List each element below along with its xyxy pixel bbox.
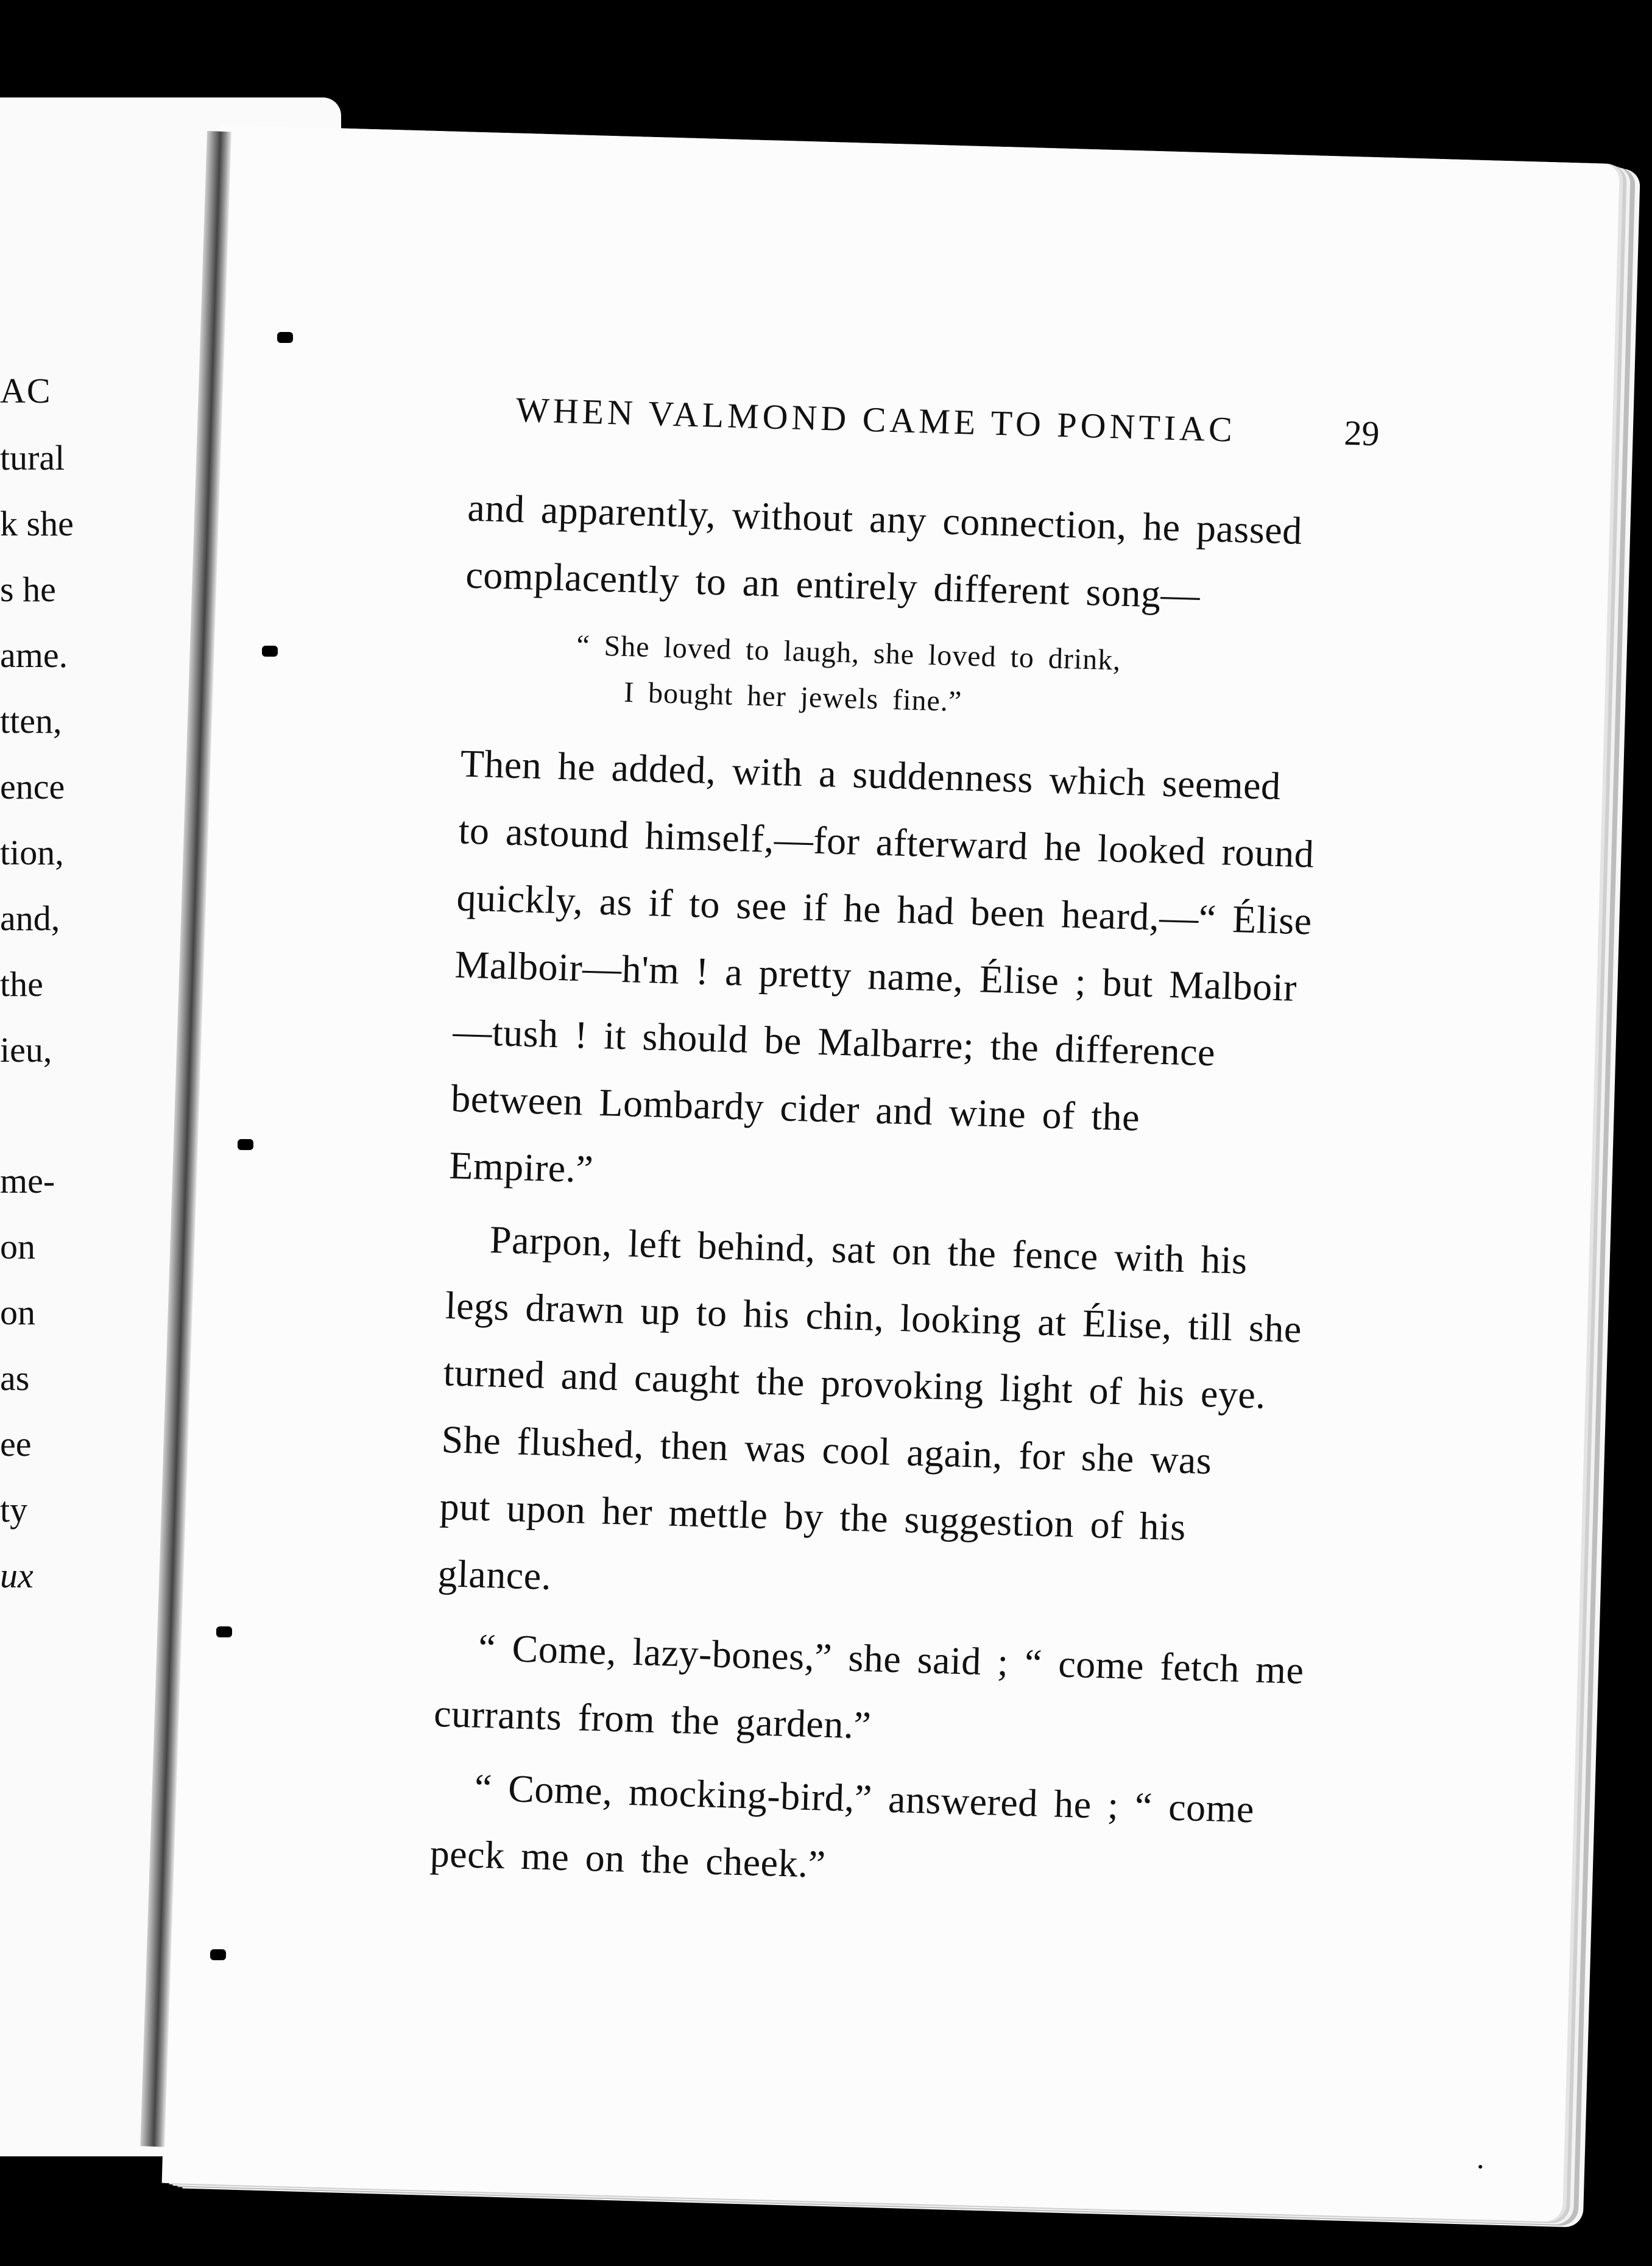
binding-thread: [210, 1949, 226, 1960]
text-line: She flushed, then was cool again, for she was: [440, 1417, 1213, 1483]
left-line: as: [0, 1358, 30, 1398]
text-line: turned and caught the provoking light of his eye.: [442, 1350, 1266, 1417]
left-line: and,: [0, 898, 60, 938]
binding-thread: [262, 646, 278, 657]
left-line: on: [0, 1293, 35, 1332]
left-line: k she: [0, 504, 74, 543]
left-running-head: AC: [0, 371, 52, 411]
binding-thread: [216, 1626, 232, 1637]
text-line: legs drawn up to his chin, looking at Élise, till she: [445, 1283, 1302, 1351]
binding-thread: [238, 1139, 253, 1150]
left-line: tten,: [0, 701, 62, 741]
text-line: to astound himself,—for afterward he looked round: [457, 808, 1315, 876]
text-line: “ Come, lazy-bones,” she said ; “ come fetch me: [478, 1625, 1305, 1692]
text-line: “ Come, mocking-bird,” answered he ; “ come: [473, 1765, 1255, 1831]
left-line: ee: [0, 1424, 32, 1464]
text-line: between Lombardy cider and wine of the: [450, 1076, 1141, 1139]
right-page: [162, 125, 1620, 2222]
text-line: put upon her mettle by the suggestion of his: [439, 1484, 1187, 1549]
verse-line: “ She loved to laugh, she loved to drink,: [576, 629, 1121, 677]
specks: [1478, 2165, 1482, 2169]
text-line: Then he added, with a suddenness which seemed: [459, 741, 1282, 808]
left-line: ux: [0, 1556, 34, 1595]
text-line: peck me on the cheek.”: [429, 1831, 827, 1886]
left-line: ence: [0, 767, 65, 807]
left-line: ame.: [0, 635, 68, 675]
page-number: 29: [1343, 412, 1380, 454]
text-line: complacently to an entirely different song—: [465, 552, 1201, 617]
text-line: Empire.”: [448, 1143, 595, 1191]
text-line: quickly, as if to see if he had been heard,—“ Élise: [456, 875, 1313, 943]
binding-thread: [277, 332, 293, 343]
left-line: ty: [0, 1490, 28, 1530]
left-line: s he: [0, 570, 56, 609]
running-head: WHEN VALMOND CAME TO PONTIAC: [515, 389, 1237, 450]
text-line: currants from the garden.”: [433, 1691, 872, 1747]
text-line: and apparently, without any connection, he passed: [467, 485, 1303, 552]
left-line: tion,: [0, 833, 64, 872]
text-line: Parpon, left behind, sat on the fence with his: [489, 1218, 1248, 1282]
left-line: tural: [0, 438, 65, 478]
text-line: —tush ! it should be Malbarre; the difference: [452, 1009, 1216, 1075]
left-line: me-: [0, 1161, 55, 1201]
left-line: the: [0, 964, 43, 1004]
verse-line: I bought her jewels fine.”: [623, 676, 962, 718]
left-line: ieu,: [0, 1030, 52, 1070]
text-line: glance.: [437, 1551, 552, 1598]
left-line: on: [0, 1227, 35, 1266]
text-line: Malboir—h'm ! a pretty name, Élise ; but Malboir: [454, 942, 1297, 1009]
